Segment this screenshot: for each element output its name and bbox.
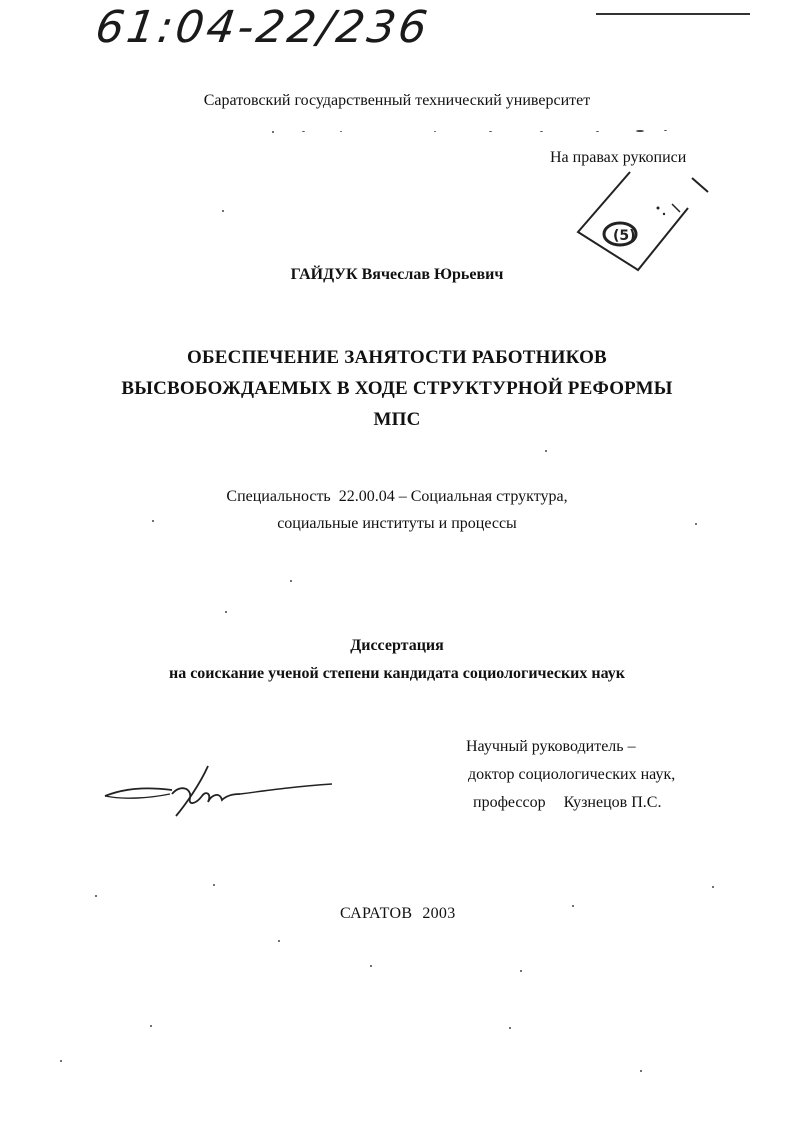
dissertation-subheading: на соискание ученой степени кандидата социологических наук bbox=[168, 665, 626, 682]
signature bbox=[100, 764, 340, 824]
advisor-role: Научный руководитель – bbox=[466, 738, 636, 755]
dissertation-heading: Диссертация bbox=[350, 637, 444, 654]
advisor-title-line bbox=[473, 789, 675, 817]
title-line-1: ОБЕСПЕЧЕНИЕ ЗАНЯТОСТИ РАБОТНИКОВ bbox=[187, 347, 607, 368]
specialty-block bbox=[0, 483, 794, 537]
title-line-3: МПС bbox=[373, 409, 421, 430]
specialty-line-1 bbox=[0, 483, 794, 510]
advisor-degree: доктор социологических наук, bbox=[468, 766, 676, 783]
city: САРАТОВ bbox=[340, 905, 413, 922]
specialty-name-2: социальные институты и процессы bbox=[277, 515, 517, 532]
svg-text:(5): (5) bbox=[613, 228, 636, 244]
archive-number: 61:04-22/236 bbox=[92, 2, 434, 53]
year: 2003 bbox=[422, 905, 456, 922]
city-year bbox=[340, 905, 456, 923]
thesis-title bbox=[0, 342, 794, 435]
specialty-code: 22.00.04 bbox=[338, 488, 395, 505]
advisor-block bbox=[466, 733, 675, 817]
author-surname: ГАЙДУК bbox=[290, 266, 358, 283]
specialty-label: Специальность bbox=[226, 488, 331, 505]
university-name: Саратовский государственный технический университет bbox=[203, 92, 591, 109]
rights-notice: На правах рукописи bbox=[550, 149, 687, 166]
stamp-mark bbox=[568, 160, 718, 280]
top-rule bbox=[596, 13, 750, 15]
author-name bbox=[0, 266, 794, 284]
dissertation-block bbox=[0, 632, 794, 688]
advisor-title: профессор bbox=[473, 794, 546, 811]
title-line-2: ВЫСВОБОЖДАЕМЫХ В ХОДЕ СТРУКТУРНОЙ РЕФОРМЫ bbox=[121, 378, 673, 399]
specialty-name-1: – Социальная структура, bbox=[398, 488, 568, 505]
author-given-names: Вячеслав Юрьевич bbox=[361, 266, 504, 283]
advisor-name: Кузнецов П.С. bbox=[563, 794, 662, 811]
